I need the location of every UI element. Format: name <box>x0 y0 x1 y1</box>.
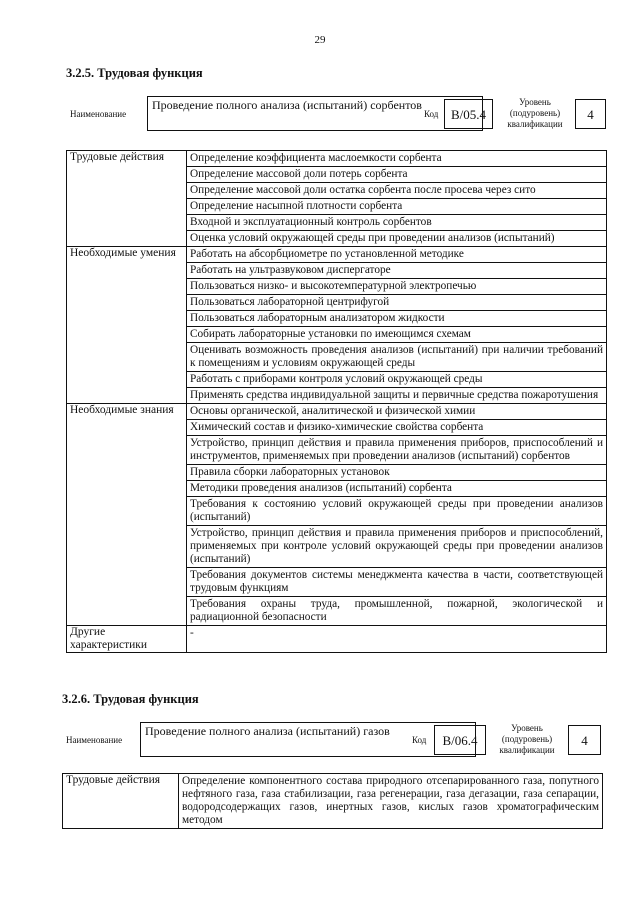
item-cell: Определение массовой доли остатка сорбента после просева через сито <box>187 183 607 199</box>
item-cell: Правила сборки лабораторных установок <box>187 465 607 481</box>
item-cell: Пользоваться лабораторным анализатором жидкости <box>187 311 607 327</box>
item-cell: Методики проведения анализов (испытаний) сорбента <box>187 481 607 497</box>
item-cell: Требования к состоянию условий окружающей среды при проведении анализов (испытаний) <box>187 497 607 526</box>
item-cell: Работать на абсорбциометре по установленной методике <box>187 247 607 263</box>
item-cell: Определение коэффициента маслоемкости сорбента <box>187 151 607 167</box>
table-row <box>67 247 607 263</box>
item-cell: Работать с приборами контроля условий окружающей среды <box>187 372 607 388</box>
level-box <box>568 725 601 755</box>
item-cell: Устройство, принцип действия и правила применения приборов, приспособлений и инструментов, применяемых при проведении анализов (испытаний) сорбентов <box>187 436 607 465</box>
name-label: Наименование <box>70 109 127 119</box>
section-heading: 3.2.5. Трудовая функция <box>66 66 203 80</box>
level-label: Уровень (подуровень) квалификации <box>499 723 555 755</box>
table-row <box>67 626 607 653</box>
function-name-row <box>62 722 602 760</box>
code-value: B/05.4 <box>450 106 487 122</box>
item-cell: Определение компонентного состава природного отсепарированного газа, попутного нефтяного газа, газа стабилизации, газа регенерации, газа дегазации, газа сепарации, водородсодержащих газов, инертных газов, кислых газов хроматографическим методом <box>179 774 603 829</box>
table-row <box>67 151 607 167</box>
item-cell: Оценка условий окружающей среды при проведении анализов (испытаний) <box>187 231 607 247</box>
function-name-row <box>66 96 606 134</box>
category-cell: Трудовые действия <box>67 151 187 247</box>
level-label: Уровень (подуровень) квалификации <box>507 97 563 129</box>
function-table <box>62 773 603 829</box>
category-cell: Другие характеристики <box>67 626 187 653</box>
item-cell: Требования охраны труда, промышленной, пожарной, экологической и радиационной безопасности <box>187 597 607 626</box>
item-cell: Определение массовой доли потерь сорбента <box>187 167 607 183</box>
page-number: 29 <box>314 34 326 46</box>
level-value: 4 <box>581 732 588 748</box>
section-heading: 3.2.6. Трудовая функция <box>62 692 199 706</box>
level-value: 4 <box>587 106 594 122</box>
code-box <box>444 99 493 129</box>
table-row <box>67 404 607 420</box>
item-cell: Определение насыпной плотности сорбента <box>187 199 607 215</box>
code-label: Код <box>424 109 439 119</box>
code-label: Код <box>412 735 427 745</box>
code-value: B/06.4 <box>442 732 478 748</box>
code-box <box>434 725 486 755</box>
item-cell: Устройство, принцип действия и правила применения приборов и приспособлений, применяемых при контроле условий окружающей среды при проведении анализов (испытаний) <box>187 526 607 568</box>
level-box <box>575 99 606 129</box>
item-cell: Требования документов системы менеджмента качества в части, соответствующей трудовым функциям <box>187 568 607 597</box>
category-cell: Необходимые знания <box>67 404 187 626</box>
item-cell: Работать на ультразвуковом диспергаторе <box>187 263 607 279</box>
category-cell: Необходимые умения <box>67 247 187 404</box>
item-cell: Пользоваться низко- и высокотемпературной электропечью <box>187 279 607 295</box>
item-cell: Применять средства индивидуальной защиты и первичные средства пожаротушения <box>187 388 607 404</box>
name-label: Наименование <box>66 735 123 745</box>
item-cell: Собирать лабораторные установки по имеющимся схемам <box>187 327 607 343</box>
function-table <box>66 150 607 653</box>
item-cell: Пользоваться лабораторной центрифугой <box>187 295 607 311</box>
item-cell: Входной и эксплуатационный контроль сорбентов <box>187 215 607 231</box>
function-name-text: Проведение полного анализа (испытаний) газов <box>145 724 390 738</box>
item-cell: Основы органической, аналитической и физической химии <box>187 404 607 420</box>
function-name-text: Проведение полного анализа (испытаний) сорбентов <box>152 98 422 112</box>
item-cell: Химический состав и физико-химические свойства сорбента <box>187 420 607 436</box>
table-row <box>63 774 603 829</box>
category-cell: Трудовые действия <box>63 774 179 829</box>
item-cell: - <box>187 626 607 653</box>
item-cell: Оценивать возможность проведения анализов (испытаний) при наличии требований к помещениям и условиям окружающей среды <box>187 343 607 372</box>
